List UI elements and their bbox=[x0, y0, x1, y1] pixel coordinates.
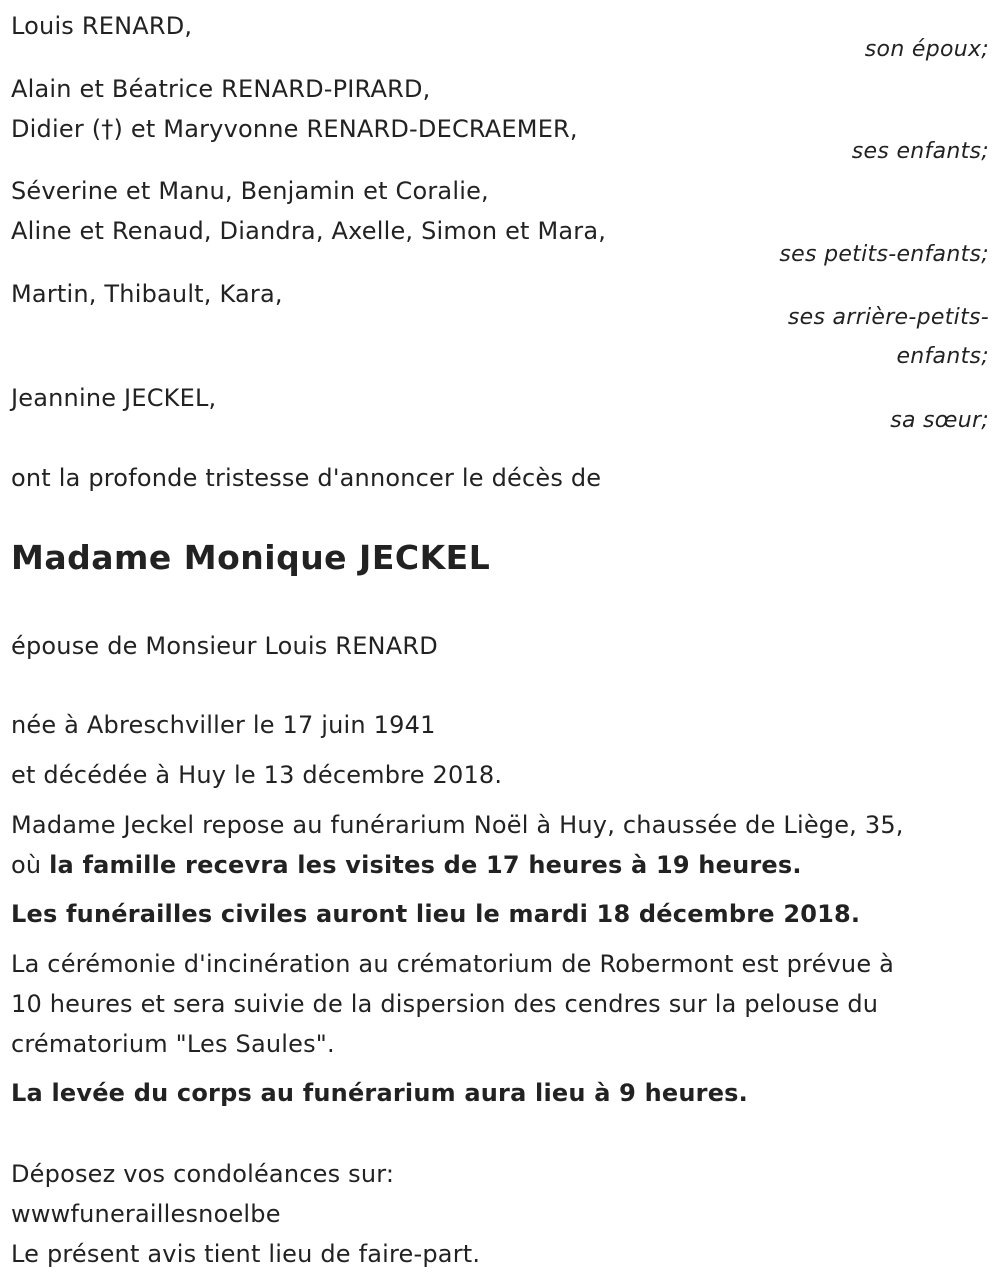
sister-name: Jeannine JECKEL, bbox=[11, 384, 217, 412]
faire-part-notice: Le présent avis tient lieu de faire-part. bbox=[11, 1240, 481, 1268]
condolences-website-link[interactable]: wwwfuneraillesnoelbe bbox=[11, 1200, 281, 1228]
grandchildren-line-2: Aline et Renaud, Diandra, Axelle, Simon et Mara, bbox=[11, 217, 607, 245]
husband-name: Louis RENARD, bbox=[11, 12, 193, 40]
spouse-of: épouse de Monsieur Louis RENARD bbox=[11, 632, 438, 660]
grandchildren-role: ses petits-enfants; bbox=[779, 242, 989, 267]
ceremony-line-2: 10 heures et sera suivie de la dispersion des cendres sur la pelouse du bbox=[11, 990, 879, 1018]
visiting-hours: la famille recevra les visites de 17 heures à 19 heures. bbox=[49, 851, 802, 879]
funeral-date: Les funérailles civiles auront lieu le mardi 18 décembre 2018. bbox=[11, 900, 861, 928]
children-line-2 bbox=[11, 113, 578, 145]
children-line-2-start: Didier ( bbox=[11, 115, 102, 143]
husband-role: son époux; bbox=[864, 37, 989, 62]
deceased-cross-icon: † bbox=[101, 115, 114, 143]
ceremony-line-3: crématorium "Les Saules". bbox=[11, 1030, 335, 1058]
repose-line-2-plain: où bbox=[11, 851, 50, 879]
great-grandchildren-role-line-2: enfants; bbox=[896, 344, 989, 369]
repose-line-2 bbox=[11, 849, 802, 881]
levee-info: La levée du corps au funérarium aura lieu à 9 heures. bbox=[11, 1079, 748, 1107]
announcement-intro: ont la profonde tristesse d'annoncer le décès de bbox=[11, 464, 602, 492]
death-info: et décédée à Huy le 13 décembre 2018. bbox=[11, 761, 503, 789]
deceased-name: Madame Monique JECKEL bbox=[11, 538, 491, 577]
grandchildren-line-1: Séverine et Manu, Benjamin et Coralie, bbox=[11, 177, 489, 205]
ceremony-line-1: La cérémonie d'incinération au crématorium de Robermont est prévue à bbox=[11, 950, 895, 978]
birth-info: née à Abreschviller le 17 juin 1941 bbox=[11, 711, 436, 739]
children-line-2-end: ) et Maryvonne RENARD-DECRAEMER, bbox=[113, 115, 578, 143]
children-role: ses enfants; bbox=[851, 139, 989, 164]
repose-line-1: Madame Jeckel repose au funérarium Noël à Huy, chaussée de Liège, 35, bbox=[11, 811, 904, 839]
great-grandchildren: Martin, Thibault, Kara, bbox=[11, 280, 283, 308]
children-line-1: Alain et Béatrice RENARD-PIRARD, bbox=[11, 75, 431, 103]
condolences-label: Déposez vos condoléances sur: bbox=[11, 1160, 395, 1188]
sister-role: sa sœur; bbox=[890, 408, 989, 433]
great-grandchildren-role-line-1: ses arrière-petits- bbox=[787, 305, 989, 330]
